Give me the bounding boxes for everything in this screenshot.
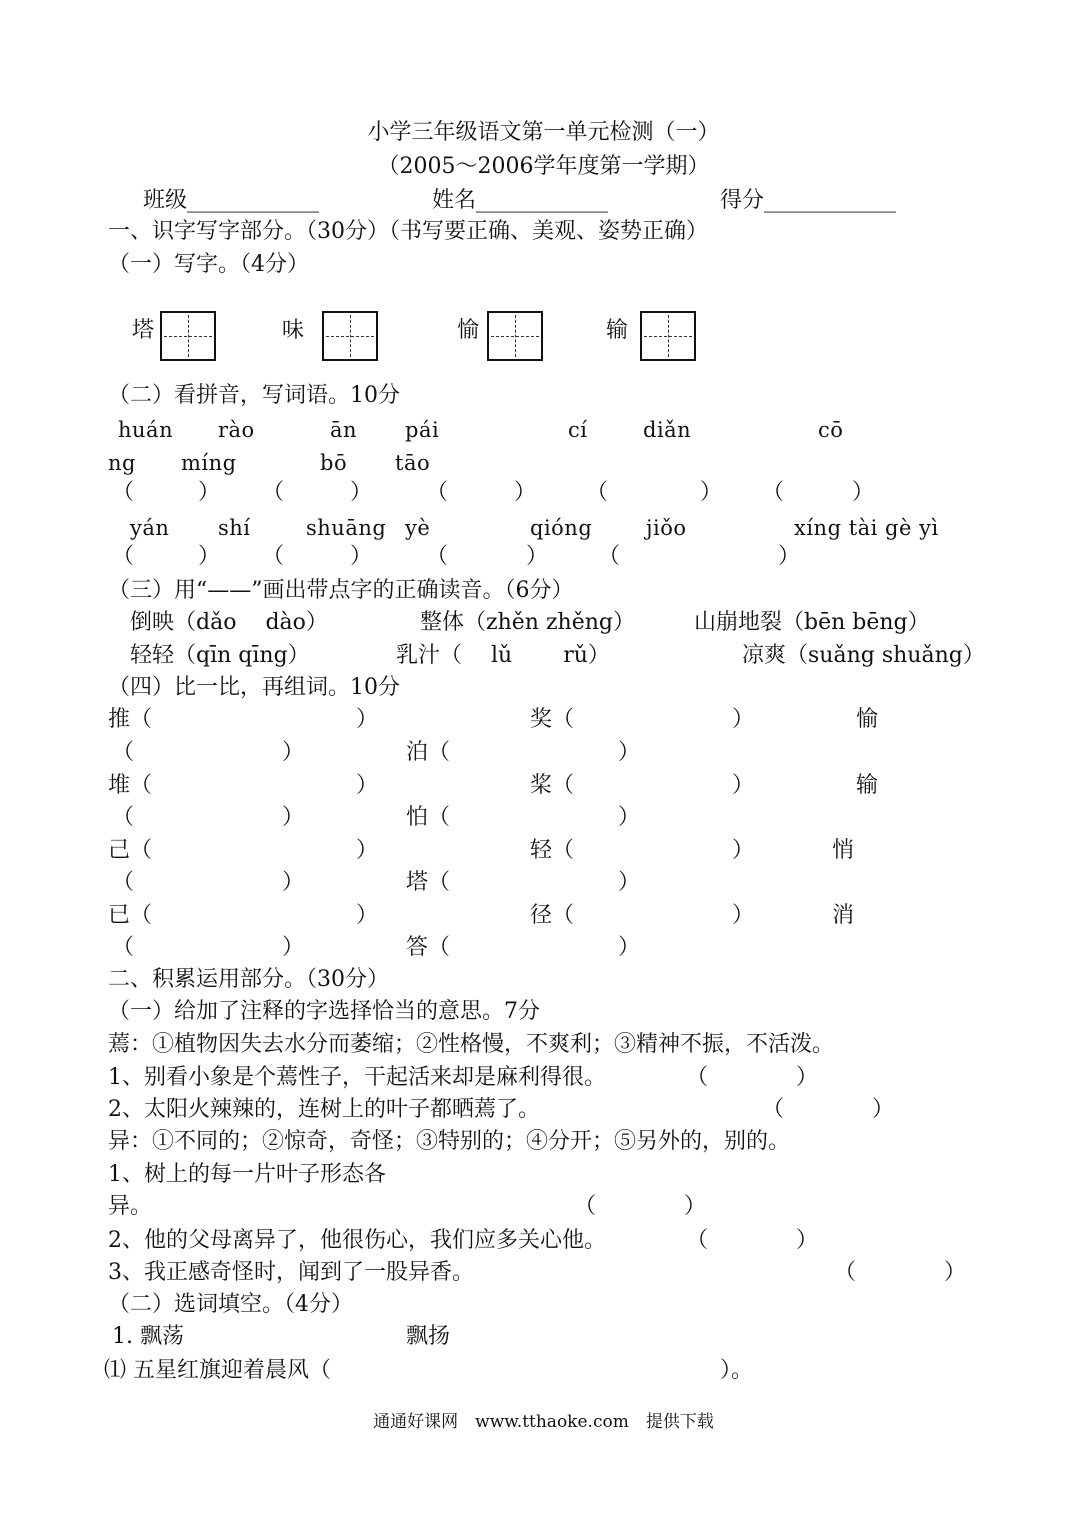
writing-grid-2 (322, 311, 378, 361)
pinyin: bō (320, 451, 348, 475)
bracket-open: （ (112, 805, 135, 830)
compare-char: 推（ (108, 707, 153, 732)
bracket-close: ）。 (720, 1358, 754, 1383)
writing-grid-1 (160, 311, 216, 361)
pinyin: rào (218, 418, 255, 442)
answer-bracket-open: （ (112, 544, 135, 569)
pronunciation-item: 凉爽（suǎng shuǎng） (742, 643, 985, 668)
compare-char: 输 (856, 773, 879, 798)
write-char-3: 愉 (457, 318, 480, 343)
pinyin: ān (330, 418, 358, 442)
bracket-close: ） (618, 935, 641, 960)
answer-bracket-close: ） (526, 544, 549, 569)
answer-bracket: （ ） (686, 1228, 819, 1253)
name-field: 姓名____________ (432, 188, 609, 213)
write-char-1: 塔 (132, 318, 155, 343)
pinyin: míng (181, 451, 237, 475)
bracket-close: ） (732, 903, 755, 928)
answer-bracket-close: ） (514, 480, 537, 505)
compare-char: 答（ (406, 935, 451, 960)
writing-grid-4 (640, 311, 696, 361)
write-char-4: 输 (606, 318, 629, 343)
bracket-close: ） (356, 903, 379, 928)
part2-q1-heading: （一）给加了注释的字选择恰当的意思。7分 (108, 999, 540, 1024)
bracket-open: （ (112, 740, 135, 765)
answer-bracket-open: （ (262, 544, 285, 569)
pronunciation-item: 乳汁（ lǔ rǔ） (396, 643, 610, 668)
sentence: 1、别看小象是个蔫性子，干起活来却是麻利得很。 (108, 1065, 606, 1090)
pinyin: yè (405, 516, 431, 540)
page-title: 小学三年级语文第一单元检测（一） (367, 120, 720, 145)
fill-sentence: ⑴ 五星红旗迎着晨风（ (104, 1358, 331, 1383)
compare-char: 塔（ (406, 870, 451, 895)
bracket-open: （ (112, 870, 135, 895)
compare-char: 径（ (530, 903, 575, 928)
answer-bracket-close: ） (198, 544, 221, 569)
compare-char: 己（ (108, 838, 153, 863)
answer-bracket: （ ） (574, 1194, 707, 1219)
answer-bracket-close: ） (778, 544, 801, 569)
answer-bracket-close: ） (198, 480, 221, 505)
sentence-continued: 异。 (108, 1194, 153, 1219)
compare-char: 堆（ (108, 773, 153, 798)
bracket-close: ） (618, 805, 641, 830)
answer-bracket-open: （ (598, 544, 621, 569)
pinyin: qióng (530, 516, 593, 540)
compare-char: 轻（ (530, 838, 575, 863)
definition-line: 蔫：①植物因失去水分而萎缩；②性格慢，不爽利；③精神不振，不活泼。 (108, 1032, 835, 1057)
compare-char: 桨（ (530, 773, 575, 798)
compare-char: 悄 (832, 838, 855, 863)
answer-bracket-open: （ (426, 544, 449, 569)
bracket-close: ） (732, 773, 755, 798)
answer-bracket-close: ） (700, 480, 723, 505)
pinyin: huán (118, 418, 174, 442)
score-field: 得分____________ (720, 188, 897, 213)
compare-char: 消 (832, 903, 855, 928)
compare-char: 奖（ (530, 707, 575, 732)
pinyin: cí (568, 418, 588, 442)
bracket-close: ） (282, 805, 305, 830)
bracket-close: ） (356, 707, 379, 732)
answer-bracket-open: （ (262, 480, 285, 505)
bracket-close: ） (282, 740, 305, 765)
part2-heading: 二、积累运用部分。（30分） (108, 967, 389, 992)
q3-heading: （三）用“——”画出带点字的正确读音。（6分） (108, 578, 574, 603)
sentence: 3、我正感奇怪时，闻到了一股异香。 (108, 1260, 474, 1285)
bracket-open: （ (112, 935, 135, 960)
q2-heading: （二）看拼音，写词语。10分 (108, 383, 400, 408)
answer-bracket: （ ） (762, 1097, 895, 1122)
compare-char: 泊（ (406, 740, 451, 765)
pinyin: xíng tài gè yì (794, 516, 939, 540)
word-option: 1. 飘荡 (112, 1324, 184, 1349)
compare-char: 愉 (856, 707, 879, 732)
answer-bracket-open: （ (112, 480, 135, 505)
bracket-close: ） (618, 870, 641, 895)
class-field: 班级____________ (143, 188, 320, 213)
q4-heading: （四）比一比，再组词。10分 (108, 675, 400, 700)
pronunciation-item: 整体（zhěn zhěng） (420, 610, 635, 635)
q1-heading: （一）写字。（4分） (108, 252, 309, 277)
answer-bracket-open: （ (762, 480, 785, 505)
sentence: 1、树上的每一片叶子形态各 (108, 1162, 386, 1187)
pinyin: ng (108, 451, 136, 475)
footer-credit: 通通好课网 www.tthaoke.com 提供下载 (373, 1412, 714, 1432)
pinyin: jiǒo (646, 516, 687, 540)
bracket-close: ） (732, 707, 755, 732)
compare-char: 怕（ (406, 805, 451, 830)
pinyin: tāo (395, 451, 431, 475)
part1-heading: 一、识字写字部分。（30分）（书写要正确、美观、姿势正确） (108, 219, 708, 244)
pinyin: shuāng (306, 516, 387, 540)
bracket-close: ） (282, 935, 305, 960)
bracket-close: ） (356, 773, 379, 798)
answer-bracket: （ ） (686, 1065, 819, 1090)
pinyin: shí (218, 516, 251, 540)
sentence: 2、太阳火辣辣的，连树上的叶子都晒蔫了。 (108, 1097, 540, 1122)
pinyin: yán (130, 516, 170, 540)
answer-bracket-open: （ (426, 480, 449, 505)
bracket-close: ） (732, 838, 755, 863)
answer-bracket: （ ） (834, 1260, 967, 1285)
pinyin: cō (818, 418, 844, 442)
pronunciation-item: 倒映（dǎo dào） (130, 610, 328, 635)
writing-grid-3 (487, 311, 543, 361)
word-option: 飘扬 (406, 1324, 451, 1349)
write-char-2: 味 (282, 318, 305, 343)
bracket-close: ） (618, 740, 641, 765)
answer-bracket-close: ） (852, 480, 875, 505)
bracket-close: ） (282, 870, 305, 895)
sentence: 2、他的父母离异了，他很伤心，我们应多关心他。 (108, 1228, 606, 1253)
pinyin: pái (405, 418, 440, 442)
answer-bracket-open: （ (586, 480, 609, 505)
answer-bracket-close: ） (350, 544, 373, 569)
pronunciation-item: 山崩地裂（bēn bēng） (694, 610, 930, 635)
page-subtitle: （2005～2006学年度第一学期） (377, 154, 710, 179)
part2-q2-heading: （二）选词填空。（4分） (108, 1292, 353, 1317)
answer-bracket-close: ） (350, 480, 373, 505)
pronunciation-item: 轻轻（qīn qīng） (130, 643, 310, 668)
compare-char: 已（ (108, 903, 153, 928)
definition-line: 异：①不同的；②惊奇，奇怪；③特别的；④分开；⑤另外的，别的。 (108, 1129, 791, 1154)
bracket-close: ） (356, 838, 379, 863)
pinyin: diǎn (643, 418, 692, 442)
